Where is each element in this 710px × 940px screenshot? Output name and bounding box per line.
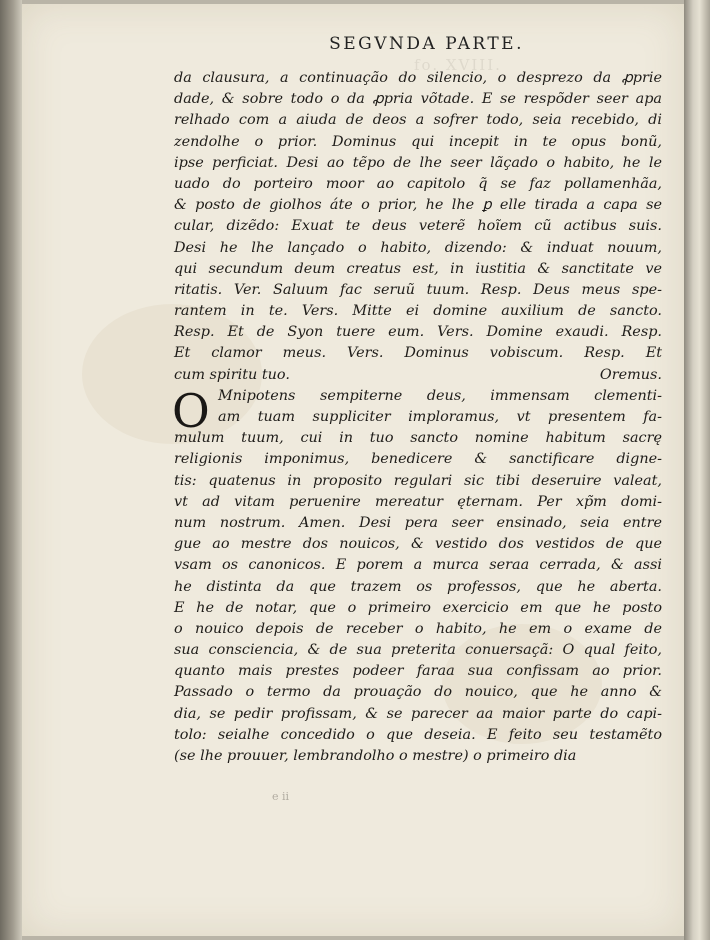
oremus-label: Oremus. xyxy=(599,366,662,383)
text-line: o nouico depois de receber o habito, he em o exame de xyxy=(174,620,662,637)
oremus-line xyxy=(174,365,662,386)
text-line: Et clamor meus. Vers. Dominus vobiscum. Resp. Et xyxy=(174,345,662,362)
prayer-opening-lines xyxy=(174,386,662,428)
text-line: Passado o termo da prouação do nouico, que he anno & xyxy=(174,684,662,701)
text-line: dia, se pedir profissam, & se parecer aa maior parte do capi- xyxy=(174,705,662,722)
facing-page-edge xyxy=(0,0,22,940)
text-line: (se lhe prouuer, lembrandolho o mestre) o primeiro dia xyxy=(174,748,577,764)
text-line: qui secundum deum creatus est, in iustitia & sanctitate ve xyxy=(174,260,662,277)
drop-cap-initial: O xyxy=(172,383,210,438)
prayer-block xyxy=(172,383,662,438)
signature-mark: e ii xyxy=(272,790,290,803)
text-line: E he de notar, que o primeiro exercicio em que he posto xyxy=(174,599,662,616)
text-line: zendolhe o prior. Dominus qui incepit in te opus bonũ, xyxy=(174,133,662,150)
text-line: vsam os canonicos. E porem a murca seraa cerrada, & assi xyxy=(174,557,662,574)
page-paper xyxy=(22,4,684,936)
text-line: ipse perficiat. Desi ao tẽpo de lhe seer lãçado o habito, he le xyxy=(174,154,662,171)
text-line: dade, & sobre todo o da ꝓpria võtade. E se respõder seer apa xyxy=(174,91,662,108)
text-line: num nostrum. Amen. Desi pera seer ensinado, seia entre xyxy=(174,514,662,531)
text-line: Resp. Et de Syon tuere eum. Vers. Domine exaudi. Resp. xyxy=(174,324,662,341)
text-line: uado do porteiro moor ao capitolo q̃ se faz pollamenhãa, xyxy=(174,175,662,192)
text-line: rantem in te. Vers. Mitte ei domine auxilium de sancto. xyxy=(174,303,662,320)
text-line: religionis imponimus, benedicere & sanctificare digne- xyxy=(174,451,662,468)
text-line: Desi he lhe lançado o habito, dizendo: & induat nouum, xyxy=(174,239,662,256)
text-line: sua consciencia, & de sua preterita conuersaçã: O qual feito, xyxy=(174,642,662,659)
book-gutter xyxy=(684,0,710,940)
text-line: da clausura, a continuação do silencio, o desprezo da ꝓprie xyxy=(174,70,662,86)
running-head: SEGVNDA PARTE. xyxy=(329,34,524,54)
text-line: gue ao mestre dos nouicos, & vestido dos vestidos de que xyxy=(174,536,662,553)
text-line: ritatis. Ver. Saluum fac seruũ tuum. Resp. Deus meus spe- xyxy=(174,281,662,298)
text-line: mulum tuum, cui in tuo sancto nomine habitum sacrę xyxy=(174,430,662,447)
text-line: quanto mais prestes podeer faraa sua confissam ao prior. xyxy=(174,663,662,680)
text-block-after-prayer xyxy=(174,428,662,767)
text-line: he distinta da que trazem os professos, que he aberta. xyxy=(174,578,662,595)
text-line: & posto de giolhos áte o prior, he lhe ꝑ elle tirada a capa se xyxy=(174,197,662,214)
text-line: Mnipotens sempiterne deus, immensam clementi- xyxy=(218,387,662,404)
text-line: vt ad vitam peruenire mereatur ęternam. Per xp̃m domi- xyxy=(174,493,662,510)
response-text: cum spiritu tuo. xyxy=(174,366,290,383)
bleed-through-text: fo. XVIII. xyxy=(414,56,502,74)
body-text xyxy=(174,68,662,767)
text-line: tis: quatenus in proposito regulari sic tibi deseruire valeat, xyxy=(174,472,662,489)
text-block-before-prayer xyxy=(174,68,662,365)
text-line: relhado com a aiuda de deos a sofrer todo, seia recebido, di xyxy=(174,112,662,129)
text-line: tolo: seialhe concedido o que deseia. E feito seu testamẽto xyxy=(174,726,662,743)
text-line: cular, dizẽdo: Exuat te deus veterẽ hoĩem cũ actibus suis. xyxy=(174,218,662,235)
text-line: am tuam suppliciter imploramus, vt presentem fa- xyxy=(218,409,662,425)
